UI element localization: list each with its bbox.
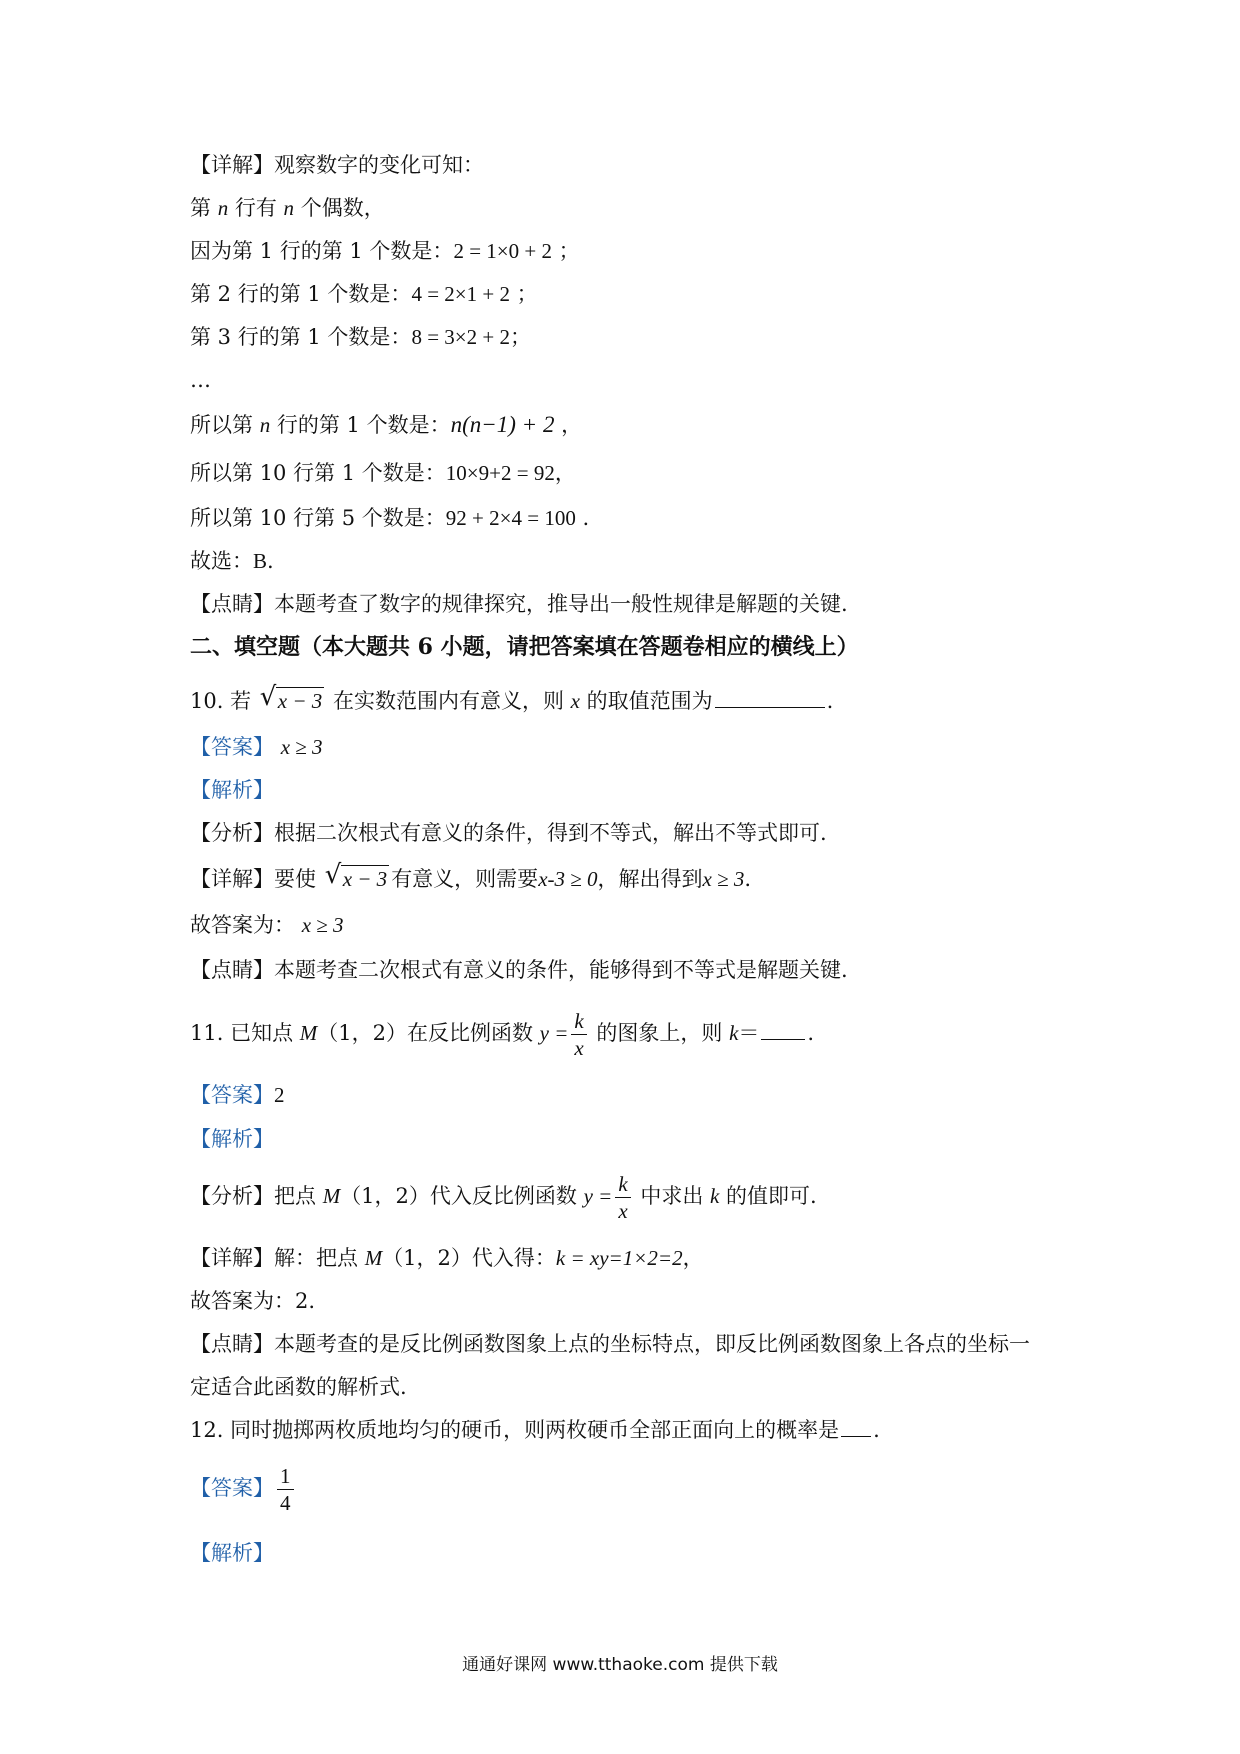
text-part: 解：把点 <box>274 1246 365 1270</box>
question-number: 11. 已知点 <box>190 1021 300 1045</box>
text-part: . <box>744 867 752 891</box>
denominator: x <box>615 1197 630 1224</box>
text-part: 个偶数， <box>294 196 385 220</box>
solution-line-3 <box>190 279 538 309</box>
var-x: x <box>570 689 580 713</box>
point-text: 本题考查二次根式有意义的条件，能够得到不等式是解题关键. <box>274 958 848 982</box>
point-tag: 【点睛】 <box>190 592 274 616</box>
text-part: 的值即可. <box>719 1184 817 1208</box>
point-label: M <box>364 1246 383 1270</box>
numerator: k <box>574 1009 584 1033</box>
text-part: 故选： <box>190 549 253 573</box>
text-part: 中求出 <box>633 1184 711 1208</box>
analysis-tag: 【解析】 <box>190 778 274 802</box>
point-tag: 【点睛】 <box>190 958 274 982</box>
fraction <box>277 1463 294 1516</box>
radicand: x − 3 <box>277 689 323 713</box>
math-expr: 2 = 1×0 + 2 <box>453 239 552 263</box>
fraction <box>571 1008 586 1061</box>
text-part: . <box>873 1418 880 1442</box>
text-part: . <box>267 549 274 573</box>
point-label: M <box>322 1184 341 1208</box>
var-n: n <box>217 196 229 220</box>
text-part: 第 2 行的第 1 个数是： <box>190 282 412 306</box>
text-part: ， <box>682 1246 704 1270</box>
text-part: ； <box>551 239 580 263</box>
choice-letter: B <box>253 549 268 573</box>
text-part: ， <box>554 461 576 485</box>
text-part: （1，2）代入得： <box>382 1246 556 1270</box>
question-11 <box>190 1005 814 1061</box>
final-answer-line <box>190 910 344 940</box>
text-part: 故答案为： <box>190 913 295 937</box>
denominator: x <box>571 1034 586 1061</box>
question-number: 12. 同时抛掷两枚质地均匀的硬币，则两枚硬币全部正面向上的概率是 <box>190 1418 840 1442</box>
var-n: n <box>283 196 295 220</box>
analysis-line <box>190 818 827 848</box>
text-part: 把点 <box>274 1184 323 1208</box>
answer-tag: 【答案】 <box>190 1083 274 1107</box>
text-part: 要使 <box>274 867 316 891</box>
text-part: 的图象上，则 <box>589 1021 730 1045</box>
answer-tag: 【答案】 <box>190 735 274 759</box>
sqrt-expr <box>259 682 325 716</box>
text-part: ，解出得到 <box>597 867 703 891</box>
denominator: 4 <box>277 1489 294 1516</box>
question-12 <box>190 1415 880 1445</box>
solution-line-5 <box>190 410 582 440</box>
ellipsis-line: … <box>190 368 211 392</box>
text-part: 所以第 10 行第 1 个数是： <box>190 461 446 485</box>
fraction <box>615 1171 630 1224</box>
analysis-tag: 【解析】 <box>190 1127 274 1151</box>
choice-line <box>190 546 274 576</box>
numerator: k <box>618 1172 628 1196</box>
detail-text: 观察数字的变化可知： <box>274 153 484 177</box>
text-part: ； <box>509 325 531 349</box>
math-expr: x-3 ≥ 0 <box>538 867 598 891</box>
text-part: 在实数范围内有意义，则 <box>332 689 571 713</box>
var-k: k <box>710 1184 720 1208</box>
text-part: 第 3 行的第 1 个数是： <box>190 325 412 349</box>
detail-tag: 【详解】 <box>190 153 274 177</box>
point-line <box>190 955 848 985</box>
fenxi-tag: 【分析】 <box>190 821 274 845</box>
solution-line-6 <box>190 458 576 488</box>
math-expr: 92 + 2×4 = 100 <box>445 506 576 530</box>
detail-tag: 【详解】 <box>190 1246 274 1270</box>
answer-line <box>190 1080 285 1110</box>
text-part: . <box>575 506 590 530</box>
answer-value: 2 <box>274 1083 285 1107</box>
solution-line-1 <box>190 193 385 223</box>
text-part: . <box>807 1021 815 1045</box>
final-answer-line: 故答案为：2. <box>190 1289 316 1313</box>
numerator: 1 <box>280 1464 291 1488</box>
text-part: 所以第 <box>190 413 260 437</box>
solution-line-2 <box>190 236 580 266</box>
fenxi-tag: 【分析】 <box>190 1184 274 1208</box>
analysis-tag: 【解析】 <box>190 1541 274 1565</box>
detail-line <box>190 860 752 894</box>
section-heading: 二、填空题（本大题共 6 小题，请把答案填在答题卷相应的横线上） <box>190 634 859 660</box>
math-expr: x ≥ 3 <box>702 867 745 891</box>
math-expr: x ≥ 3 <box>301 913 344 937</box>
point-line <box>190 589 848 619</box>
sqrt-expr <box>324 860 390 894</box>
math-expr: y = <box>539 1021 569 1045</box>
detail-tag: 【详解】 <box>190 867 274 891</box>
page-footer: 通通好课网 www.tthaoke.com 提供下载 <box>462 1655 778 1675</box>
point-label: M <box>299 1021 318 1045</box>
text-part: 所以第 10 行第 5 个数是： <box>190 506 446 530</box>
solution-line-4 <box>190 322 531 352</box>
radical-sign: √ <box>259 682 277 712</box>
detail-line <box>190 150 484 180</box>
point-text: 本题考查的是反比例函数图象上点的坐标特点，即反比例函数图象上各点的坐标一 <box>274 1332 1030 1356</box>
text-part: ， <box>554 413 583 437</box>
var-n: n <box>259 413 271 437</box>
answer-blank <box>715 705 825 708</box>
radical-sign: √ <box>324 860 342 890</box>
answer-line <box>190 1460 297 1516</box>
math-expr: k = xy=1×2=2 <box>555 1246 683 1270</box>
question-number: 10. 若 <box>190 689 252 713</box>
text-part: （1，2）代入反比例函数 <box>340 1184 584 1208</box>
math-expr: 4 = 2×1 + 2 <box>411 282 510 306</box>
text-part: 第 <box>190 196 218 220</box>
answer-blank <box>841 1434 871 1437</box>
detail-line <box>190 1243 704 1273</box>
point-text: 本题考查了数字的规律探究，推导出一般性规律是解题的关键. <box>274 592 848 616</box>
radicand: x − 3 <box>342 867 388 891</box>
answer-tag: 【答案】 <box>190 1476 274 1500</box>
text-part: . <box>826 689 834 713</box>
text-part: 行有 <box>228 196 284 220</box>
text-part: 行的第 1 个数是： <box>270 413 451 437</box>
answer-value: x ≥ 3 <box>280 735 323 759</box>
math-expr: 8 = 3×2 + 2 <box>411 325 510 349</box>
math-expr: 10×9+2 = 92 <box>445 461 555 485</box>
math-expr: y = <box>583 1184 613 1208</box>
text-part: 的取值范围为 <box>579 689 713 713</box>
text-part: 有意义，则需要 <box>391 867 539 891</box>
point-tag: 【点睛】 <box>190 1332 274 1356</box>
answer-line <box>190 732 323 762</box>
text-part: 因为第 1 行的第 1 个数是： <box>190 239 454 263</box>
question-10 <box>190 682 834 716</box>
answer-blank <box>761 1037 805 1040</box>
var-k: k <box>729 1021 739 1045</box>
point-line-cont: 定适合此函数的解析式. <box>190 1375 407 1399</box>
solution-line-7 <box>190 503 589 533</box>
math-expr: n(n−1) + 2 <box>450 412 555 437</box>
fenxi-text: 根据二次根式有意义的条件，得到不等式，解出不等式即可. <box>274 821 827 845</box>
analysis-line <box>190 1168 817 1224</box>
text-part: ； <box>509 282 538 306</box>
text-part: （1，2）在反比例函数 <box>317 1021 540 1045</box>
point-line <box>190 1329 1030 1359</box>
text-part: ＝ <box>738 1021 760 1045</box>
